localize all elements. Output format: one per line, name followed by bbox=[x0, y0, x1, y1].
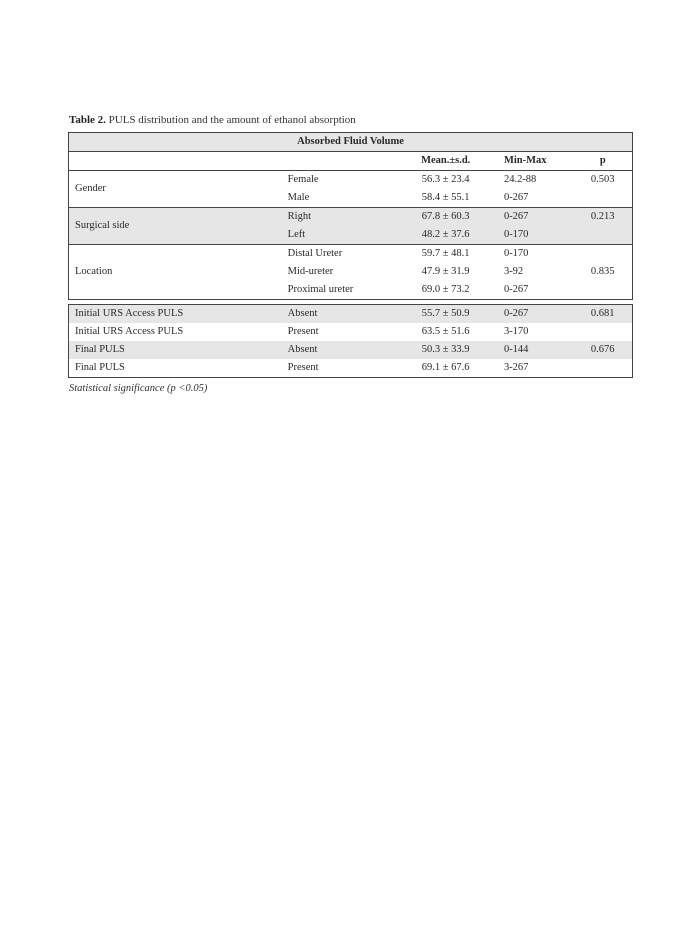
row-label: Final PULS bbox=[69, 341, 282, 359]
group-label: Surgical side bbox=[69, 208, 282, 245]
mean-value: 69.1 ± 67.6 bbox=[421, 362, 470, 373]
sub-label: Present bbox=[287, 326, 319, 337]
range-value: 3-170 bbox=[503, 326, 529, 337]
sub-label: Right bbox=[282, 208, 394, 227]
range-value: 3-92 bbox=[503, 266, 524, 277]
row-label: Initial URS Access PULS bbox=[69, 305, 282, 324]
mean-value: 47.9 ± 31.9 bbox=[421, 266, 470, 277]
p-value bbox=[573, 323, 632, 341]
p-value: 0.835 bbox=[573, 245, 632, 300]
mean-value: 63.5 ± 51.6 bbox=[421, 326, 470, 337]
group-label: Gender bbox=[75, 183, 106, 194]
range-value: 0-267 bbox=[503, 284, 529, 295]
range-value: 24.2-88 bbox=[503, 174, 537, 185]
p-value: 0.213 bbox=[573, 208, 632, 227]
range-value: 0-267 bbox=[498, 305, 574, 324]
header-mean: Mean.±s.d. bbox=[393, 152, 498, 171]
table-row bbox=[69, 341, 633, 359]
header-minmax: Min-Max bbox=[498, 152, 574, 171]
mean-value: 59.7 ± 48.1 bbox=[393, 245, 498, 264]
range-value: 0-267 bbox=[498, 208, 574, 227]
p-value: 0.681 bbox=[573, 305, 632, 324]
header-cell bbox=[69, 152, 282, 171]
table-row bbox=[69, 359, 633, 378]
mean-value: 56.3 ± 23.4 bbox=[421, 174, 470, 185]
range-value: 0-267 bbox=[503, 192, 529, 203]
range-value: 3-267 bbox=[503, 362, 529, 373]
sub-label: Left bbox=[282, 226, 394, 245]
row-label: Initial URS Access PULS bbox=[75, 326, 184, 337]
mean-value: 67.8 ± 60.3 bbox=[393, 208, 498, 227]
range-value: 0-170 bbox=[498, 245, 574, 264]
table-caption-label: Table 2. bbox=[69, 114, 106, 126]
mean-value: 69.0 ± 73.2 bbox=[421, 284, 470, 295]
table-title: Absorbed Fluid Volume bbox=[69, 133, 633, 152]
table-row bbox=[69, 305, 633, 324]
summary-table bbox=[68, 132, 633, 300]
table-row bbox=[69, 208, 633, 227]
header-p: p bbox=[573, 152, 632, 171]
p-value: 0.503 bbox=[590, 174, 615, 185]
mean-value: 50.3 ± 33.9 bbox=[393, 341, 498, 359]
sub-label: Distal Ureter bbox=[282, 245, 394, 264]
header-row bbox=[69, 152, 633, 171]
mean-value: 55.7 ± 50.9 bbox=[393, 305, 498, 324]
puls-table bbox=[68, 304, 633, 378]
sub-label: Mid-ureter bbox=[287, 266, 334, 277]
sub-label: Absent bbox=[282, 305, 394, 324]
table-row bbox=[69, 323, 633, 341]
group-label: Location bbox=[69, 245, 282, 300]
sub-label: Female bbox=[287, 174, 319, 185]
sub-label: Present bbox=[287, 362, 319, 373]
mean-value: 48.2 ± 37.6 bbox=[393, 226, 498, 245]
sub-label: Male bbox=[287, 192, 310, 203]
range-value: 0-144 bbox=[498, 341, 574, 359]
table-caption-text: PULS distribution and the amount of ethanol absorption bbox=[105, 114, 356, 126]
header-cell bbox=[282, 152, 394, 171]
sub-label: Proximal ureter bbox=[287, 284, 354, 295]
row-label: Final PULS bbox=[75, 362, 125, 373]
table-row bbox=[69, 171, 633, 190]
significance-note: Statistical significance (p <0.05) bbox=[69, 383, 208, 394]
data-table bbox=[68, 132, 633, 378]
table-row bbox=[69, 245, 633, 264]
sub-label: Absent bbox=[282, 341, 394, 359]
p-value bbox=[573, 359, 632, 378]
range-value: 0-170 bbox=[498, 226, 574, 245]
table-caption bbox=[69, 114, 356, 126]
mean-value: 58.4 ± 55.1 bbox=[421, 192, 470, 203]
p-value: 0.676 bbox=[573, 341, 632, 359]
